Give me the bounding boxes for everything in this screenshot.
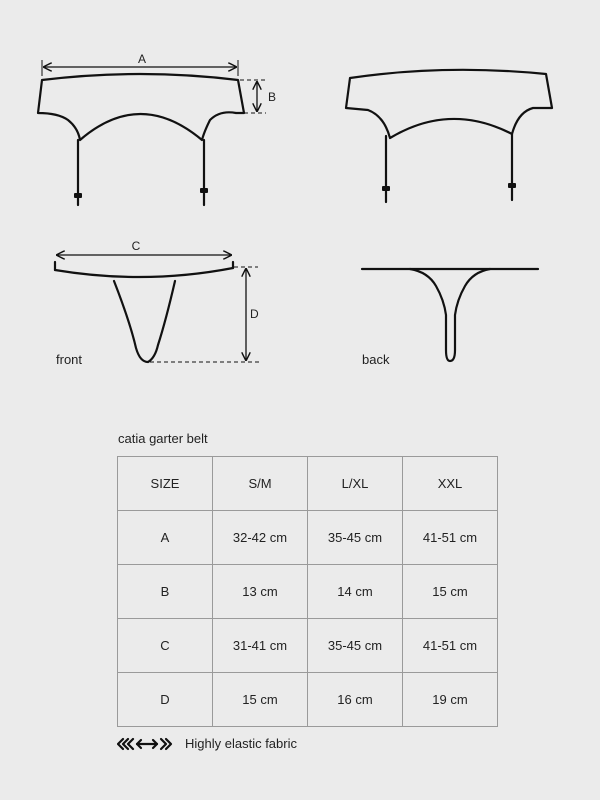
garter-clip-marks (74, 188, 208, 198)
label-a: A (137, 52, 147, 66)
table-row (118, 511, 498, 565)
label-b: B (268, 90, 277, 104)
table-cell: 16 cm (308, 673, 403, 727)
row-label: D (118, 673, 213, 727)
legend-label: Highly elastic fabric (185, 736, 297, 751)
table-cell: 41-51 cm (403, 619, 498, 673)
garter-belt-front-drawing (38, 74, 244, 205)
dimension-a (42, 52, 238, 76)
garter-belt-back-drawing (346, 70, 552, 202)
table-row (118, 619, 498, 673)
table-cell: 19 cm (403, 673, 498, 727)
table-cell: 35-45 cm (308, 619, 403, 673)
table-cell: 13 cm (213, 565, 308, 619)
caption-front: front (56, 352, 83, 367)
caption-back: back (362, 352, 390, 367)
size-chart-title: catia garter belt (118, 431, 208, 446)
size-chart-table (117, 456, 498, 727)
dimension-b (240, 80, 276, 113)
header-cell: XXL (403, 457, 498, 511)
table-cell: 15 cm (213, 673, 308, 727)
thong-front-drawing (55, 262, 233, 362)
table-row (118, 673, 498, 727)
table-cell: 15 cm (403, 565, 498, 619)
row-label: B (118, 565, 213, 619)
label-d: D (250, 307, 259, 321)
dimension-c (57, 239, 231, 255)
table-cell: 32-42 cm (213, 511, 308, 565)
elastic-stretch-icon (117, 737, 173, 751)
row-label: A (118, 511, 213, 565)
table-row (118, 565, 498, 619)
garter-clip-marks-back (382, 183, 516, 191)
table-cell: 35-45 cm (308, 511, 403, 565)
table-cell: 31-41 cm (213, 619, 308, 673)
thong-back-drawing (362, 269, 538, 361)
row-label: C (118, 619, 213, 673)
legend (117, 736, 297, 751)
table-header-row (118, 457, 498, 511)
label-c: C (131, 239, 141, 253)
header-cell: L/XL (308, 457, 403, 511)
header-cell: SIZE (118, 457, 213, 511)
header-cell: S/M (213, 457, 308, 511)
table-cell: 41-51 cm (403, 511, 498, 565)
table-cell: 14 cm (308, 565, 403, 619)
